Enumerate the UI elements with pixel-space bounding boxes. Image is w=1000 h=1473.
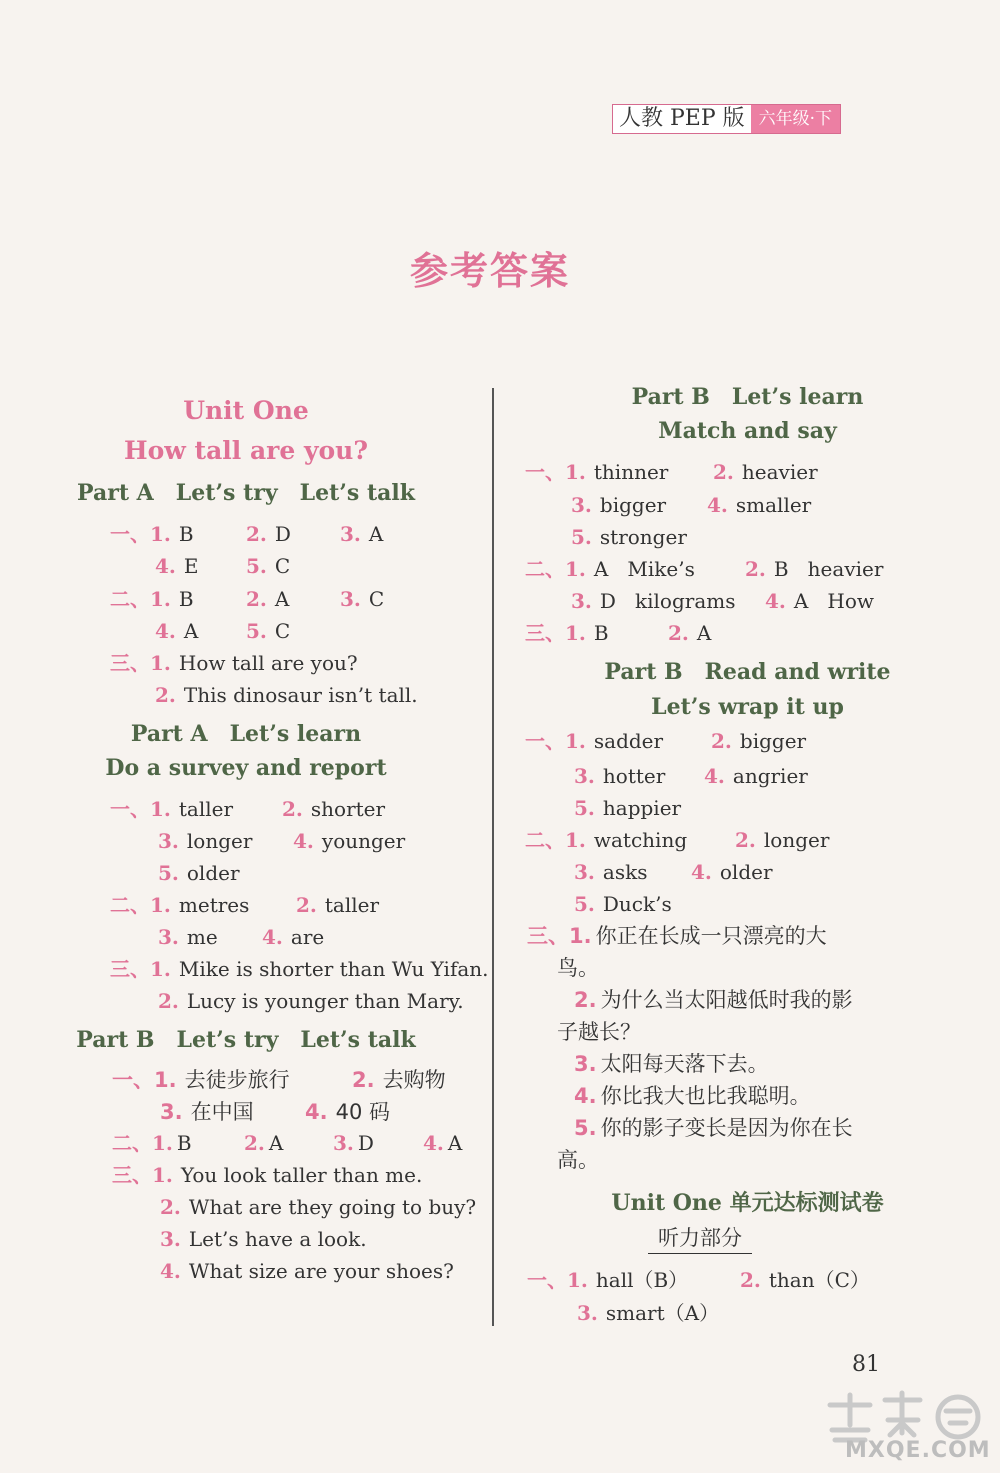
item-number: 2. bbox=[352, 1068, 375, 1092]
item-number: 4. bbox=[160, 1259, 181, 1283]
answer: 在中国 bbox=[190, 1100, 254, 1124]
section-marker: 三、 bbox=[112, 1163, 152, 1187]
answer: D bbox=[599, 589, 616, 613]
answer-row bbox=[340, 585, 384, 613]
item-number: 4. bbox=[262, 925, 283, 949]
answer-row bbox=[110, 585, 194, 613]
heading-part: Part A bbox=[77, 480, 154, 506]
answer: A bbox=[793, 589, 809, 613]
section-marker: 一、 bbox=[527, 1268, 567, 1292]
answer-row bbox=[735, 826, 829, 854]
answer: older bbox=[186, 861, 240, 885]
item-number: 2. bbox=[246, 522, 267, 546]
item-number: 5. bbox=[246, 619, 267, 643]
answer-row bbox=[527, 1266, 688, 1294]
answer-row bbox=[293, 827, 405, 855]
heading-wrap-up: Let’s wrap it up bbox=[651, 694, 844, 720]
section-marker: 一、 bbox=[110, 522, 150, 546]
answer: hotter bbox=[602, 764, 666, 788]
heading-lesson: Let’s try bbox=[175, 480, 278, 506]
item-number: 2. bbox=[246, 587, 267, 611]
answer: are bbox=[290, 925, 325, 949]
answer: C bbox=[274, 554, 291, 578]
answer-row bbox=[525, 826, 687, 854]
answer: Lucy is younger than Mary. bbox=[186, 989, 464, 1013]
answer: bigger bbox=[599, 493, 667, 517]
heading-part-b-learn bbox=[495, 384, 1000, 410]
answer-row bbox=[160, 1193, 476, 1221]
answer-row bbox=[158, 859, 240, 887]
item-number: 1. bbox=[569, 924, 592, 948]
item-number: 5. bbox=[158, 861, 179, 885]
item-number: 2. bbox=[713, 460, 734, 484]
answer: heavier bbox=[741, 460, 818, 484]
answer: How bbox=[827, 589, 875, 613]
answer-row bbox=[158, 987, 464, 1015]
page-number: 81 bbox=[852, 1352, 880, 1377]
answer-row bbox=[525, 458, 668, 486]
column-divider bbox=[492, 388, 494, 1326]
answer-row bbox=[691, 858, 773, 886]
section-marker: 三、 bbox=[110, 957, 150, 981]
item-number: 4. bbox=[293, 829, 314, 853]
heading-part-a-learn bbox=[0, 721, 492, 747]
section-marker: 二、 bbox=[525, 557, 565, 581]
heading-lesson: Let’s talk bbox=[299, 480, 415, 506]
section-marker: 三、 bbox=[110, 651, 150, 675]
item-number: 4. bbox=[155, 619, 176, 643]
answer-row bbox=[282, 795, 385, 823]
answer: watching bbox=[593, 828, 688, 852]
item-number: 4. bbox=[691, 860, 712, 884]
answer: B bbox=[773, 557, 789, 581]
item-number: 1. bbox=[565, 621, 586, 645]
answer-row bbox=[112, 1161, 422, 1189]
answer: 去徒步旅行 bbox=[184, 1068, 290, 1092]
answer-row bbox=[160, 1257, 454, 1285]
section-marker: 三、 bbox=[525, 621, 565, 645]
answer: longer bbox=[763, 828, 830, 852]
answer-row bbox=[668, 619, 711, 647]
item-number: 3. bbox=[333, 1131, 354, 1155]
item-number: 3. bbox=[574, 860, 595, 884]
answer-row bbox=[340, 520, 383, 548]
answer-row bbox=[352, 1066, 446, 1094]
item-number: 5. bbox=[574, 892, 595, 916]
answer-row bbox=[574, 1114, 853, 1142]
answer: heavier bbox=[807, 557, 884, 581]
section-marker: 一、 bbox=[525, 729, 565, 753]
answer-row bbox=[745, 555, 883, 583]
answer: A bbox=[274, 587, 290, 611]
item-number: 4. bbox=[155, 554, 176, 578]
answer: Let’s have a look. bbox=[188, 1227, 367, 1251]
heading-lesson: Let’s learn bbox=[731, 384, 864, 410]
item-number: 3. bbox=[160, 1100, 183, 1124]
item-number: 1. bbox=[565, 557, 586, 581]
item-number: 2. bbox=[296, 893, 317, 917]
item-number: 1. bbox=[565, 828, 586, 852]
answer: taller bbox=[324, 893, 380, 917]
answer: younger bbox=[321, 829, 406, 853]
answer-row bbox=[110, 649, 358, 677]
answer-row bbox=[155, 681, 418, 709]
item-number: 4. bbox=[574, 1084, 597, 1108]
edition-badge bbox=[612, 104, 841, 134]
heading-part-b-read-write bbox=[495, 659, 1000, 685]
answer-row bbox=[574, 1082, 811, 1110]
item-number: 4. bbox=[704, 764, 725, 788]
answer-row bbox=[110, 891, 249, 919]
answer: 你的影子变长是因为你在长 bbox=[600, 1116, 853, 1140]
answer: 为什么当太阳越低时我的影 bbox=[600, 988, 853, 1012]
answer: A bbox=[593, 557, 609, 581]
section-marker: 二、 bbox=[112, 1131, 152, 1155]
answer: A bbox=[268, 1131, 284, 1155]
item-number: 4. bbox=[707, 493, 728, 517]
answer-row bbox=[305, 1098, 390, 1126]
heading-survey: Do a survey and report bbox=[105, 755, 387, 781]
answer-row bbox=[574, 890, 672, 918]
answer: sadder bbox=[593, 729, 664, 753]
answer: D bbox=[357, 1131, 374, 1155]
answer-row bbox=[110, 795, 233, 823]
item-number: 1. bbox=[150, 893, 171, 917]
answer-row bbox=[160, 1225, 367, 1253]
answer-row bbox=[112, 1066, 290, 1094]
item-number: 2. bbox=[711, 729, 732, 753]
item-number: 2. bbox=[155, 683, 176, 707]
heading-lesson: Let’s try bbox=[176, 1027, 279, 1053]
answer: metres bbox=[178, 893, 250, 917]
heading-part: Part A bbox=[130, 721, 208, 747]
answer-row bbox=[765, 587, 874, 615]
answer: stronger bbox=[599, 525, 687, 549]
answer: kilograms bbox=[635, 589, 736, 613]
item-number: 2. bbox=[735, 828, 756, 852]
answer-row bbox=[155, 617, 198, 645]
answer-row bbox=[527, 922, 827, 950]
answer: What are they going to buy? bbox=[188, 1195, 477, 1219]
answer-row bbox=[333, 1129, 374, 1157]
answer-row bbox=[110, 520, 194, 548]
section-marker: 一、 bbox=[110, 797, 150, 821]
answer: me bbox=[186, 925, 218, 949]
section-marker: 二、 bbox=[110, 893, 150, 917]
listening-section-label: 听力部分 bbox=[648, 1222, 752, 1254]
answer-row bbox=[571, 587, 735, 615]
unit-title: Unit One bbox=[183, 396, 309, 425]
answer: shorter bbox=[310, 797, 386, 821]
unit-subtitle: How tall are you? bbox=[124, 436, 368, 465]
answer: How tall are you? bbox=[178, 651, 358, 675]
answer: longer bbox=[186, 829, 253, 853]
answer: What size are your shoes? bbox=[188, 1259, 454, 1283]
answer: happier bbox=[602, 796, 682, 820]
answer: A bbox=[447, 1131, 463, 1155]
answer-row bbox=[155, 552, 199, 580]
page-title: 参考答案 bbox=[409, 249, 570, 293]
item-number: 1. bbox=[150, 651, 171, 675]
answer-row bbox=[571, 523, 687, 551]
heading-lesson: Let’s learn bbox=[229, 721, 362, 747]
answer: smaller bbox=[735, 493, 812, 517]
item-number: 1. bbox=[565, 729, 586, 753]
answer-row bbox=[574, 858, 647, 886]
answer: asks bbox=[602, 860, 648, 884]
answer-row bbox=[246, 552, 290, 580]
answer-row bbox=[158, 827, 252, 855]
heading-lesson: Read and write bbox=[704, 659, 891, 685]
answer-row bbox=[577, 1299, 719, 1327]
answer-row bbox=[571, 491, 666, 519]
answer-row bbox=[525, 619, 609, 647]
item-number: 5. bbox=[246, 554, 267, 578]
answer: A bbox=[183, 619, 199, 643]
answer: smart（A） bbox=[605, 1301, 720, 1325]
item-number: 3. bbox=[574, 764, 595, 788]
item-number: 1. bbox=[150, 587, 171, 611]
section-marker: 一、 bbox=[112, 1068, 154, 1092]
item-number: 1. bbox=[152, 1131, 173, 1155]
item-number: 2. bbox=[574, 988, 597, 1012]
answer-row bbox=[711, 727, 806, 755]
item-number: 1. bbox=[150, 797, 171, 821]
item-number: 1. bbox=[150, 957, 171, 981]
answer: C bbox=[274, 619, 291, 643]
item-number: 1. bbox=[565, 460, 586, 484]
section-marker: 一、 bbox=[525, 460, 565, 484]
answer: 你比我大也比我聪明。 bbox=[600, 1084, 811, 1108]
item-number: 2. bbox=[668, 621, 689, 645]
answer: 太阳每天落下去。 bbox=[600, 1052, 769, 1076]
heading-part-b-try-talk bbox=[0, 1027, 492, 1053]
answer-row bbox=[704, 762, 808, 790]
answer: Duck’s bbox=[602, 892, 672, 916]
item-number: 3. bbox=[571, 589, 592, 613]
watermark-text: MXQE.COM bbox=[845, 1438, 991, 1463]
answer-row bbox=[160, 1098, 254, 1126]
item-number: 3. bbox=[160, 1227, 181, 1251]
answer: hall（B） bbox=[595, 1268, 689, 1292]
answer-row bbox=[574, 986, 853, 1014]
section-marker: 三、 bbox=[527, 924, 569, 948]
answer: A bbox=[696, 621, 712, 645]
item-number: 5. bbox=[571, 525, 592, 549]
answer: E bbox=[183, 554, 199, 578]
heading-part: Part B bbox=[631, 384, 710, 410]
item-number: 4. bbox=[765, 589, 786, 613]
item-number: 3. bbox=[577, 1301, 598, 1325]
answer-row bbox=[112, 1129, 192, 1157]
answer: B bbox=[178, 522, 194, 546]
answer-continuation: 子越长？ bbox=[557, 1020, 641, 1044]
answer-row bbox=[707, 491, 811, 519]
answer-continuation: 高。 bbox=[557, 1148, 599, 1172]
item-number: 1. bbox=[154, 1068, 177, 1092]
answer: B bbox=[178, 587, 194, 611]
item-number: 2. bbox=[244, 1131, 265, 1155]
answer-row bbox=[574, 762, 665, 790]
answer-continuation: 鸟。 bbox=[557, 956, 599, 980]
answer-row bbox=[423, 1129, 462, 1157]
edition-label: 人教 PEP 版 bbox=[613, 105, 751, 133]
answer-row bbox=[296, 891, 379, 919]
answer: than（C） bbox=[768, 1268, 870, 1292]
item-number: 4. bbox=[305, 1100, 328, 1124]
item-number: 3. bbox=[574, 1052, 597, 1076]
answer: B bbox=[593, 621, 609, 645]
answer-row bbox=[262, 923, 324, 951]
heading-unit-test: Unit One 单元达标测试卷 bbox=[611, 1190, 884, 1216]
item-number: 2. bbox=[745, 557, 766, 581]
answer: You look taller than me. bbox=[180, 1163, 423, 1187]
answer-row bbox=[574, 794, 681, 822]
item-number: 2. bbox=[740, 1268, 761, 1292]
item-number: 2. bbox=[282, 797, 303, 821]
answer-row bbox=[574, 1050, 769, 1078]
answer-row bbox=[158, 923, 218, 951]
answer: B bbox=[176, 1131, 192, 1155]
answer-row bbox=[244, 1129, 283, 1157]
answer: bigger bbox=[739, 729, 807, 753]
item-number: 3. bbox=[158, 829, 179, 853]
item-number: 1. bbox=[152, 1163, 173, 1187]
heading-part-a-try-talk bbox=[0, 480, 492, 506]
answer: Mike is shorter than Wu Yifan. bbox=[178, 957, 489, 981]
answer: taller bbox=[178, 797, 234, 821]
section-marker: 二、 bbox=[110, 587, 150, 611]
answer: thinner bbox=[593, 460, 669, 484]
answer-row bbox=[525, 555, 695, 583]
answer-row bbox=[246, 520, 291, 548]
item-number: 3. bbox=[340, 587, 361, 611]
answer: 去购物 bbox=[382, 1068, 446, 1092]
item-number: 1. bbox=[150, 522, 171, 546]
item-number: 5. bbox=[574, 796, 595, 820]
answer: C bbox=[368, 587, 385, 611]
answer-row bbox=[246, 617, 290, 645]
answer: A bbox=[368, 522, 384, 546]
answer-row bbox=[246, 585, 289, 613]
answer: older bbox=[719, 860, 773, 884]
answer: This dinosaur isn’t tall. bbox=[183, 683, 418, 707]
answer: angrier bbox=[732, 764, 808, 788]
item-number: 3. bbox=[571, 493, 592, 517]
heading-lesson: Let’s talk bbox=[300, 1027, 416, 1053]
item-number: 3. bbox=[340, 522, 361, 546]
answer-row bbox=[713, 458, 818, 486]
item-number: 3. bbox=[158, 925, 179, 949]
answer-row bbox=[525, 727, 663, 755]
item-number: 5. bbox=[574, 1116, 597, 1140]
item-number: 2. bbox=[160, 1195, 181, 1219]
section-marker: 二、 bbox=[525, 828, 565, 852]
answer-row bbox=[740, 1266, 870, 1294]
answer: D bbox=[274, 522, 291, 546]
answer-row bbox=[110, 955, 489, 983]
item-number: 2. bbox=[158, 989, 179, 1013]
heading-part: Part B bbox=[604, 659, 683, 685]
item-number: 1. bbox=[567, 1268, 588, 1292]
grade-label: 六年级·下 bbox=[751, 105, 840, 133]
heading-part: Part B bbox=[76, 1027, 155, 1053]
answer: 40 码 bbox=[335, 1100, 390, 1124]
answer: Mike’s bbox=[627, 557, 695, 581]
heading-match-say: Match and say bbox=[658, 418, 837, 444]
item-number: 4. bbox=[423, 1131, 444, 1155]
answer: 你正在长成一只漂亮的大 bbox=[595, 924, 827, 948]
